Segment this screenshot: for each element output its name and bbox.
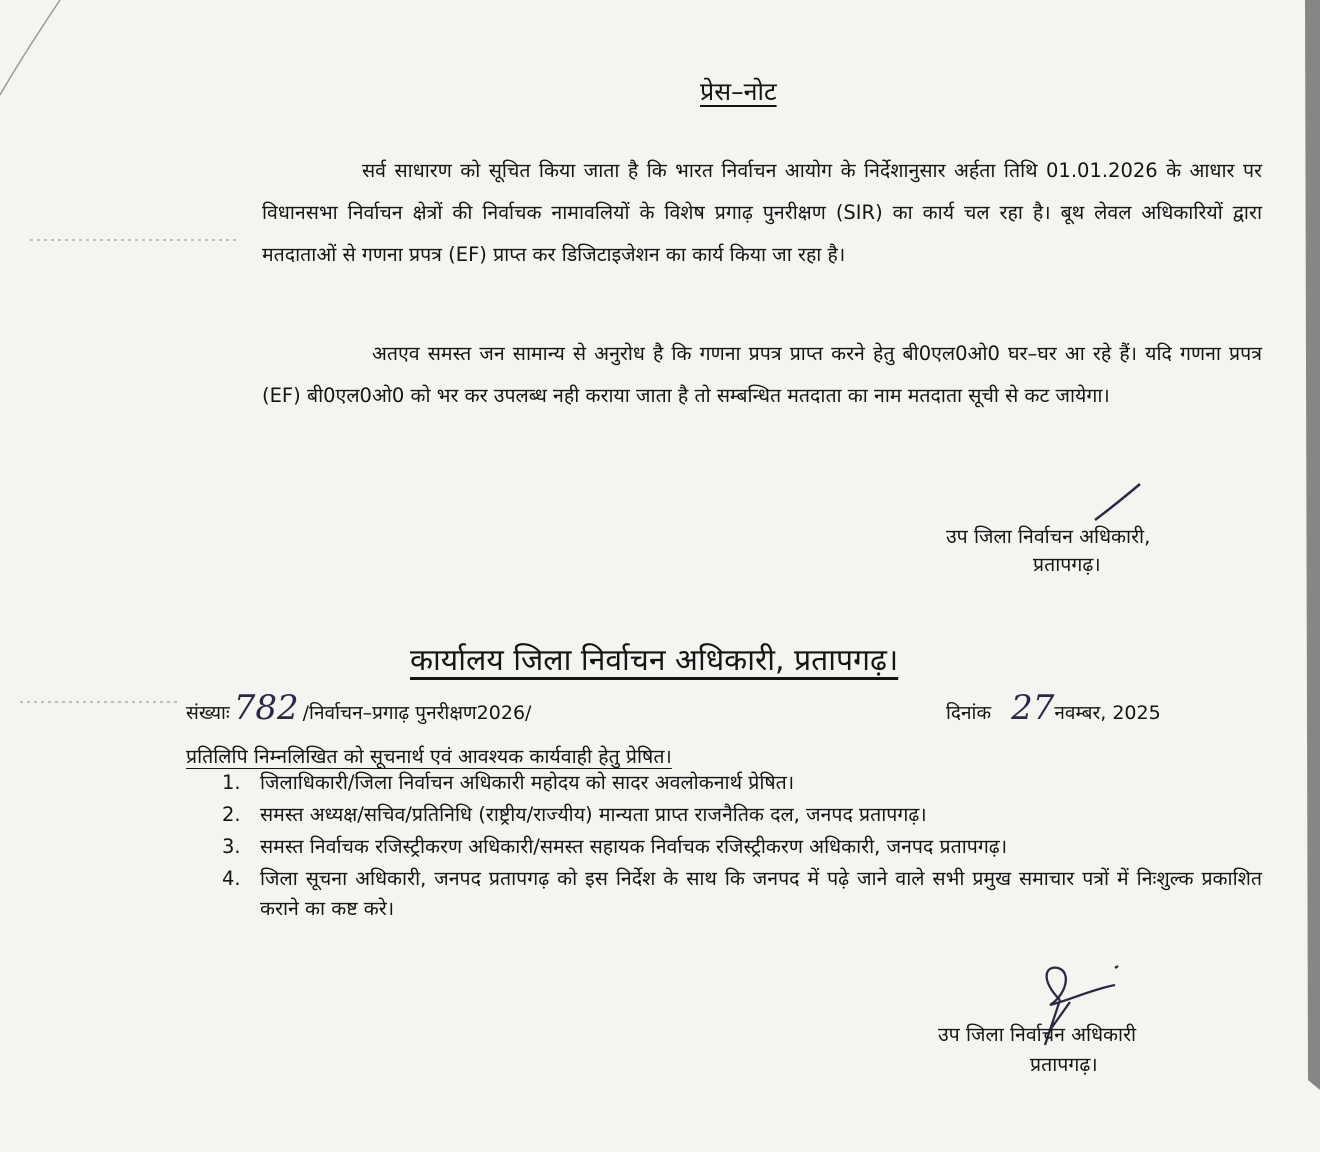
copy-list [222, 768, 1262, 926]
signature-2-designation: उप जिला निर्वाचन अधिकारी [938, 1023, 1137, 1046]
date-label: दिनांक [946, 702, 992, 724]
signature-1-designation: उप जिला निर्वाचन अधिकारी, [946, 525, 1151, 548]
page-title: प्रेस–नोट [700, 77, 777, 106]
list-item-number: 3. [222, 835, 241, 858]
office-heading: कार्यालय जिला निर्वाचन अधिकारी, प्रतापगढ़। [410, 643, 899, 678]
list-item-text: समस्त अध्यक्ष/सचिव/प्रतिनिधि (राष्ट्रीय/राज्यीय) मान्यता प्राप्त राजनैतिक दल, जनपद प्रतापगढ़। [260, 803, 927, 826]
list-item [222, 832, 1262, 862]
list-item-number: 1. [222, 771, 241, 794]
paragraph-1: सर्व साधारण को सूचित किया जाता है कि भारत निर्वाचन आयोग के निर्देशानुसार अर्हता तिथि 01.01.2026 के आधार पर विधानसभा निर्वाचन क्षेत्रों की निर्वाचक नामावलियों के विशेष प्रगाढ़ पुनरीक्षण (SIR) का कार्य चल रहा है। बूथ लेवल अधिकारियों द्वारा मतदाताओं से गणना प्रपत्र (EF) प्राप्त कर डिजिटाइजेशन का कार्य किया जा रहा है। [262, 159, 1262, 266]
signature-1-place: प्रतापगढ़। [1033, 553, 1101, 576]
reference-suffix: /निर्वाचन–प्रगाढ़ पुनरीक्षण2026/ [302, 702, 532, 724]
list-item-text: जिला सूचना अधिकारी, जनपद प्रतापगढ़ को इस निर्देश के साथ कि जनपद में पढ़े जाने वाले सभी प्रमुख समाचार पत्रों में निःशुल्क प्रकाशित कराने का कष्ट करे। [260, 867, 1262, 920]
paragraph-2: अतएव समस्त जन सामान्य से अनुरोध है कि गणना प्रपत्र प्राप्त करने हेतु बी0एल0ओ0 घर–घर आ रहे हैं। यदि गणना प्रपत्र (EF) बी0एल0ओ0 को भर कर उपलब्ध नही कराया जाता है तो सम्बन्धित मतदाता का नाम मतदाता सूची से कट जायेगा। [262, 342, 1262, 407]
reference-number [186, 688, 531, 728]
list-item [222, 768, 1262, 798]
list-item-text: जिलाधिकारी/जिला निर्वाचन अधिकारी महोदय को सादर अवलोकनार्थ प्रेषित। [260, 771, 795, 794]
list-item [222, 800, 1262, 830]
date-line [946, 688, 1161, 728]
date-rest: नवम्बर, 2025 [1054, 702, 1161, 724]
list-item [222, 864, 1262, 924]
list-item-number: 2. [222, 803, 241, 826]
list-item-text: समस्त निर्वाचक रजिस्ट्रीकरण अधिकारी/समस्त सहायक निर्वाचक रजिस्ट्रीकरण अधिकारी, जनपद प्रतापगढ़। [260, 835, 1008, 858]
copy-header: प्रतिलिपि निम्नलिखित को सूचनार्थ एवं आवश्यक कार्यवाही हेतु प्रेषित। [186, 745, 672, 768]
date-day: 27 [1011, 688, 1055, 728]
reference-prefix: संख्याः [186, 702, 230, 724]
list-item-number: 4. [222, 867, 241, 890]
reference-handwritten-number: 782 [233, 688, 299, 728]
signature-stroke [1095, 484, 1140, 520]
signature-2-place: प्रतापगढ़। [1030, 1053, 1098, 1076]
